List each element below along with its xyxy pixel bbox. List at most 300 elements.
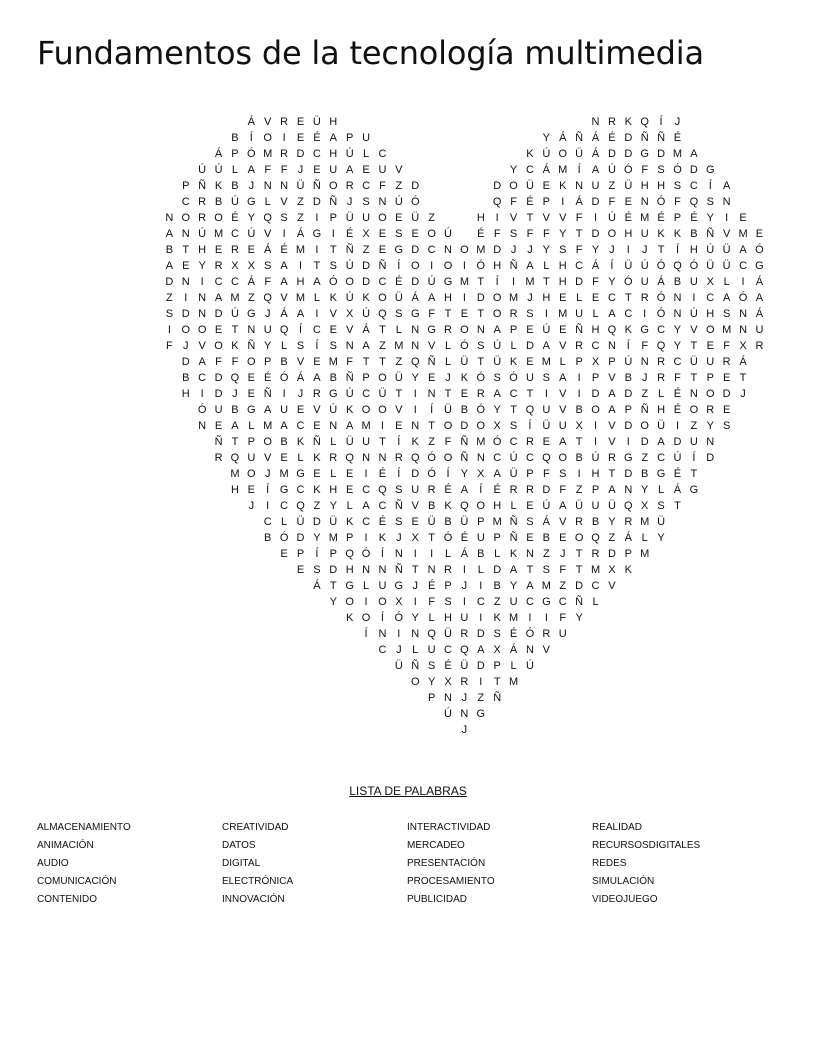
grid-letter: Q: [410, 356, 420, 368]
grid-letter: Í: [479, 484, 483, 496]
grid-blank: [112, 514, 128, 530]
grid-letter: H: [624, 228, 633, 240]
grid-blank: [653, 658, 669, 674]
grid-letter: T: [362, 356, 370, 368]
grid-blank: [735, 146, 751, 162]
grid-row: [112, 146, 800, 162]
grid-letter: Z: [395, 356, 403, 368]
grid-blank: [423, 114, 439, 130]
grid-letter: O: [345, 276, 354, 288]
grid-letter: L: [510, 340, 517, 352]
grid-blank: [178, 610, 194, 626]
grid-letter: I: [544, 388, 548, 400]
grid-letter: O: [443, 452, 453, 464]
grid-letter: F: [575, 212, 583, 224]
grid-letter: M: [328, 356, 338, 368]
grid-letter: Í: [430, 404, 434, 416]
grid-blank: [784, 706, 800, 722]
grid-blank: [768, 402, 784, 418]
grid-letter: G: [410, 308, 420, 320]
grid-letter: Q: [673, 260, 682, 272]
grid-blank: [718, 450, 734, 466]
grid-blank: [784, 482, 800, 498]
grid-blank: [309, 626, 325, 642]
grid-blank: [161, 722, 177, 738]
grid-blank: [538, 706, 554, 722]
grid-letter: N: [444, 692, 452, 704]
grid-blank: [505, 130, 521, 146]
grid-blank: [669, 530, 685, 546]
grid-letter: Z: [641, 388, 649, 400]
grid-blank: [276, 594, 292, 610]
grid-letter: Í: [577, 164, 581, 176]
grid-blank: [112, 290, 128, 306]
grid-blank: [210, 514, 226, 530]
grid-letter: Ú: [525, 660, 534, 672]
grid-blank: [751, 546, 767, 562]
grid-letter: E: [526, 324, 534, 336]
grid-blank: [653, 674, 669, 690]
grid-letter: I: [479, 612, 483, 624]
grid-letter: N: [476, 324, 485, 336]
grid-letter: K: [345, 612, 354, 624]
grid-blank: [145, 274, 161, 290]
grid-blank: [768, 162, 784, 178]
grid-blank: [145, 594, 161, 610]
grid-blank: [178, 722, 194, 738]
grid-blank: [735, 514, 751, 530]
grid-letter: Ó: [247, 148, 256, 160]
grid-letter: Á: [296, 228, 305, 240]
grid-blank: [178, 578, 194, 594]
grid-blank: [161, 674, 177, 690]
grid-blank: [669, 546, 685, 562]
grid-blank: [784, 578, 800, 594]
grid-blank: [260, 546, 276, 562]
grid-letter: H: [230, 484, 239, 496]
grid-blank: [784, 530, 800, 546]
grid-letter: E: [378, 244, 387, 256]
grid-blank: [194, 466, 210, 482]
grid-letter: N: [427, 564, 436, 576]
grid-blank: [473, 178, 489, 194]
grid-blank: [112, 658, 128, 674]
grid-blank: [194, 626, 210, 642]
grid-blank: [587, 658, 603, 674]
grid-blank: [669, 658, 685, 674]
grid-letter: H: [493, 260, 502, 272]
grid-blank: [227, 722, 243, 738]
grid-blank: [128, 434, 144, 450]
grid-letter: Y: [673, 340, 682, 352]
grid-letter: L: [444, 548, 452, 560]
grid-letter: R: [706, 404, 715, 416]
grid-letter: J: [559, 548, 566, 560]
grid-letter: Á: [739, 356, 747, 368]
grid-letter: E: [411, 228, 419, 240]
grid-blank: [784, 642, 800, 658]
grid-blank: [407, 146, 423, 162]
grid-row: [112, 642, 800, 658]
word-list-item: ANIMACIÓN: [37, 840, 94, 851]
grid-blank: [128, 514, 144, 530]
grid-letter: Ü: [689, 356, 698, 368]
grid-letter: Y: [542, 132, 551, 144]
grid-blank: [128, 114, 144, 130]
grid-blank: [178, 146, 194, 162]
grid-blank: [768, 626, 784, 642]
word-list-item: REDES: [592, 858, 627, 869]
grid-letter: V: [395, 404, 403, 416]
grid-blank: [210, 706, 226, 722]
grid-blank: [227, 594, 243, 610]
grid-blank: [309, 722, 325, 738]
grid-blank: [505, 722, 521, 738]
grid-blank: [735, 178, 751, 194]
grid-blank: [161, 706, 177, 722]
grid-letter: T: [690, 372, 698, 384]
grid-letter: F: [542, 228, 550, 240]
grid-letter: X: [247, 260, 255, 272]
grid-blank: [456, 194, 472, 210]
grid-blank: [227, 610, 243, 626]
grid-letter: B: [690, 228, 698, 240]
word-list-item: DATOS: [222, 840, 256, 851]
grid-blank: [243, 546, 259, 562]
grid-blank: [161, 146, 177, 162]
grid-letter: É: [509, 628, 518, 640]
grid-blank: [145, 466, 161, 482]
grid-blank: [735, 402, 751, 418]
grid-blank: [686, 114, 702, 130]
grid-blank: [128, 354, 144, 370]
grid-letter: Ó: [427, 452, 436, 464]
grid-letter: R: [509, 308, 518, 320]
grid-letter: Á: [559, 132, 567, 144]
grid-blank: [178, 498, 194, 514]
grid-blank: [145, 722, 161, 738]
grid-blank: [128, 642, 144, 658]
grid-blank: [145, 530, 161, 546]
grid-letter: H: [329, 116, 338, 128]
grid-letter: O: [705, 388, 715, 400]
grid-blank: [751, 578, 767, 594]
grid-letter: G: [656, 468, 666, 480]
grid-blank: [718, 146, 734, 162]
grid-letter: N: [280, 180, 289, 192]
grid-letter: Ñ: [247, 340, 256, 352]
grid-blank: [423, 194, 439, 210]
grid-row: [112, 242, 800, 258]
grid-letter: I: [364, 596, 368, 608]
grid-letter: Ü: [525, 180, 534, 192]
grid-blank: [686, 130, 702, 146]
grid-blank: [735, 578, 751, 594]
grid-blank: [686, 674, 702, 690]
grid-blank: [358, 706, 374, 722]
grid-blank: [128, 130, 144, 146]
grid-blank: [702, 130, 718, 146]
grid-blank: [735, 162, 751, 178]
grid-letter: L: [658, 484, 665, 496]
grid-letter: S: [509, 228, 518, 240]
grid-blank: [620, 594, 636, 610]
grid-letter: C: [689, 180, 698, 192]
grid-letter: Q: [345, 452, 354, 464]
grid-letter: L: [281, 516, 288, 528]
grid-letter: P: [575, 356, 583, 368]
grid-letter: G: [247, 404, 256, 416]
grid-blank: [178, 482, 194, 498]
grid-letter: Z: [247, 292, 255, 304]
grid-blank: [768, 722, 784, 738]
grid-blank: [784, 306, 800, 322]
grid-blank: [768, 450, 784, 466]
grid-letter: B: [427, 500, 436, 512]
grid-letter: X: [395, 596, 403, 608]
grid-blank: [604, 642, 620, 658]
grid-letter: Á: [264, 244, 272, 256]
grid-blank: [145, 578, 161, 594]
grid-letter: T: [477, 356, 485, 368]
grid-letter: M: [541, 356, 551, 368]
grid-blank: [702, 642, 718, 658]
grid-blank: [784, 450, 800, 466]
grid-blank: [112, 642, 128, 658]
grid-letter: Á: [591, 132, 600, 144]
grid-letter: Y: [608, 516, 616, 528]
grid-letter: Ü: [411, 212, 420, 224]
grid-letter: C: [525, 596, 534, 608]
grid-letter: I: [413, 596, 417, 608]
grid-letter: N: [673, 292, 682, 304]
grid-blank: [702, 466, 718, 482]
grid-letter: P: [591, 484, 600, 496]
grid-letter: P: [526, 468, 534, 480]
grid-letter: T: [379, 324, 386, 336]
grid-blank: [669, 706, 685, 722]
grid-blank: [768, 370, 784, 386]
grid-blank: [718, 642, 734, 658]
grid-letter: S: [477, 340, 485, 352]
grid-blank: [784, 242, 800, 258]
grid-letter: M: [492, 516, 502, 528]
grid-letter: Q: [624, 500, 633, 512]
grid-letter: C: [657, 452, 666, 464]
grid-letter: A: [427, 292, 436, 304]
grid-blank: [604, 674, 620, 690]
grid-letter: J: [183, 340, 189, 352]
grid-letter: D: [624, 132, 633, 144]
grid-letter: A: [657, 436, 665, 448]
word-list-item: ELECTRÓNICA: [222, 876, 294, 887]
grid-blank: [587, 690, 603, 706]
grid-letter: E: [395, 212, 403, 224]
word-list-item: PROCESAMIENTO: [407, 876, 495, 887]
grid-blank: [260, 674, 276, 690]
grid-letter: É: [673, 468, 682, 480]
grid-letter: J: [412, 580, 418, 592]
grid-blank: [751, 418, 767, 434]
grid-letter: H: [591, 468, 600, 480]
grid-letter: Z: [395, 180, 403, 192]
grid-letter: S: [673, 180, 682, 192]
grid-letter: J: [674, 116, 681, 128]
grid-letter: N: [198, 292, 207, 304]
grid-blank: [718, 658, 734, 674]
grid-letter: I: [430, 548, 434, 560]
grid-blank: [128, 242, 144, 258]
grid-letter: B: [264, 532, 272, 544]
grid-letter: Z: [297, 196, 304, 208]
grid-letter: Q: [230, 452, 240, 464]
grid-blank: [178, 402, 194, 418]
grid-blank: [735, 434, 751, 450]
grid-letter: Í: [446, 468, 450, 480]
grid-blank: [751, 162, 767, 178]
grid-blank: [751, 114, 767, 130]
grid-letter: D: [493, 564, 502, 576]
grid-blank: [227, 514, 243, 530]
grid-letter: R: [444, 564, 452, 576]
grid-letter: Á: [673, 484, 682, 496]
grid-letter: C: [280, 500, 289, 512]
grid-blank: [751, 642, 767, 658]
grid-blank: [751, 626, 767, 642]
grid-letter: O: [574, 532, 584, 544]
grid-letter: K: [559, 180, 567, 192]
grid-blank: [178, 514, 194, 530]
grid-letter: O: [378, 212, 387, 224]
grid-letter: N: [575, 180, 584, 192]
grid-letter: K: [624, 324, 632, 336]
grid-blank: [112, 306, 128, 322]
grid-letter: N: [739, 308, 748, 320]
grid-letter: N: [706, 436, 715, 448]
grid-blank: [768, 530, 784, 546]
grid-letter: E: [378, 228, 387, 240]
grid-letter: I: [479, 580, 483, 592]
grid-letter: J: [461, 580, 468, 592]
grid-letter: H: [329, 484, 338, 496]
grid-blank: [735, 482, 751, 498]
grid-blank: [178, 690, 194, 706]
grid-letter: Ó: [427, 468, 436, 480]
word-list-heading: LISTA DE PALABRAS: [349, 784, 467, 798]
grid-letter: E: [460, 308, 469, 320]
grid-letter: Ú: [198, 164, 207, 176]
grid-blank: [440, 130, 456, 146]
grid-letter: B: [624, 372, 632, 384]
grid-letter: T: [379, 356, 386, 368]
grid-letter: Ó: [279, 372, 289, 384]
grid-letter: N: [394, 548, 403, 560]
grid-letter: É: [477, 228, 485, 240]
grid-blank: [145, 242, 161, 258]
grid-letter: Ú: [444, 708, 452, 720]
grid-blank: [718, 114, 734, 130]
grid-letter: É: [313, 132, 321, 144]
grid-letter: E: [559, 324, 567, 336]
grid-letter: F: [526, 228, 534, 240]
grid-row: [112, 210, 800, 226]
grid-blank: [194, 130, 210, 146]
grid-letter: É: [673, 388, 682, 400]
grid-letter: I: [298, 260, 303, 272]
grid-letter: Ú: [427, 276, 436, 288]
grid-blank: [292, 722, 308, 738]
grid-blank: [128, 658, 144, 674]
grid-letter: Á: [542, 516, 551, 528]
grid-letter: Ü: [657, 420, 666, 432]
grid-letter: Ú: [493, 340, 502, 352]
grid-letter: Q: [410, 452, 420, 464]
grid-letter: R: [394, 452, 403, 464]
word-list-item: ALMACENAMIENTO: [37, 822, 131, 833]
grid-letter: R: [591, 548, 600, 560]
grid-letter: Q: [378, 484, 387, 496]
grid-letter: M: [558, 164, 568, 176]
grid-letter: N: [476, 452, 485, 464]
grid-letter: Á: [575, 196, 583, 208]
grid-blank: [276, 722, 292, 738]
grid-letter: D: [312, 196, 321, 208]
grid-letter: L: [313, 292, 320, 304]
grid-letter: E: [559, 292, 567, 304]
grid-blank: [784, 354, 800, 370]
grid-blank: [309, 594, 325, 610]
grid-letter: D: [607, 548, 616, 560]
grid-letter: S: [395, 484, 403, 496]
grid-letter: O: [509, 180, 518, 192]
grid-blank: [686, 642, 702, 658]
grid-letter: Ñ: [263, 388, 272, 400]
grid-blank: [194, 610, 210, 626]
grid-letter: É: [345, 228, 354, 240]
grid-letter: C: [607, 292, 616, 304]
grid-letter: Ú: [607, 164, 616, 176]
grid-letter: Ü: [345, 436, 354, 448]
grid-letter: F: [559, 612, 567, 624]
grid-blank: [702, 674, 718, 690]
grid-letter: É: [493, 484, 501, 496]
grid-blank: [210, 610, 226, 626]
grid-letter: S: [329, 340, 337, 352]
grid-letter: F: [674, 196, 681, 208]
grid-blank: [784, 498, 800, 514]
grid-blank: [735, 690, 751, 706]
grid-blank: [522, 706, 538, 722]
grid-blank: [145, 290, 161, 306]
grid-blank: [112, 530, 128, 546]
grid-blank: [440, 722, 456, 738]
grid-blank: [112, 242, 128, 258]
grid-blank: [145, 178, 161, 194]
grid-letter: Í: [380, 548, 384, 560]
grid-blank: [358, 690, 374, 706]
grid-letter: T: [526, 388, 534, 400]
grid-blank: [538, 674, 554, 690]
grid-blank: [718, 498, 734, 514]
grid-blank: [325, 722, 341, 738]
grid-letter: T: [182, 244, 190, 256]
grid-letter: D: [214, 308, 223, 320]
grid-letter: S: [362, 196, 370, 208]
grid-letter: T: [231, 324, 239, 336]
grid-blank: [112, 146, 128, 162]
grid-blank: [620, 610, 636, 626]
grid-blank: [128, 210, 144, 226]
